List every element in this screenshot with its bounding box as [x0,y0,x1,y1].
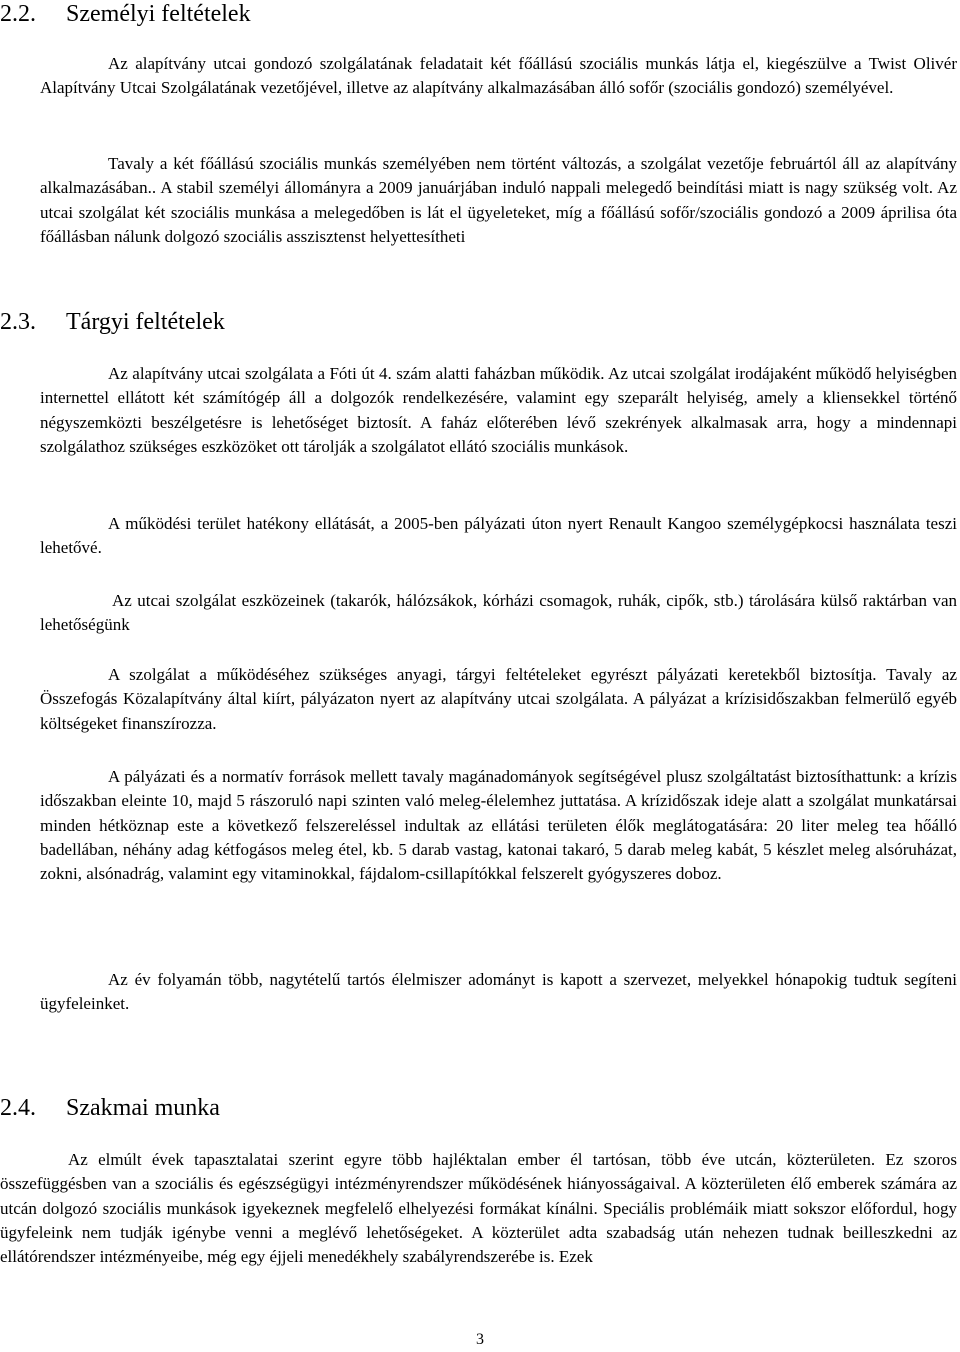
section-heading-2-2 [0,0,251,28]
paragraph: Az elmúlt évek tapasztalatai szerint egyre több hajléktalan ember él tartósan, több éve utcán, közterületen. Ez szoros összefüggésben van a szociális és egészségügyi intézményrendszer működésének hiányosságaival. A közterületen élő emberek számára az utcán dolgozó szociális munkások igyekeznek megfelelő elhelyezési formákat kínálni. Speciális problémáik miatt sokszor előfordul, hogy ügyfeleink nem tudják igénybe venni a meglévő lehetőségeket. A közterület adta szabadság után nehezen tudnak beilleszkedni az ellátórendszer intézményeibe, még egy éjjeli menedékhely szabályrendszerébe is. Ezek [0,1150,957,1267]
paragraph: Az alapítvány utcai gondozó szolgálatának feladatait két főállású szociális munkás látja el, kiegészülve a Twist Olivér Alapítvány Utcai Szolgálatának vezetőjével, illetve az alapítvány alkalmazásában álló sofőr (szociális gondozó) személyével. [40,54,957,98]
paragraph: A szolgálat a működéséhez szükséges anyagi, tárgyi feltételeket egyrészt pályázati keretekből biztosítja. Tavaly az Összefogás Közalapítvány által kiírt, pályázaton nyert az alapítvány utcai szolgálata. A pályázat a krízisidőszakban felmerülő egyéb költségeket finanszírozza. [40,665,957,733]
section-title: Tárgyi feltételek [66,309,225,335]
paragraph: Az utcai szolgálat eszközeinek (takarók, hálózsákok, kórházi csomagok, ruhák, cipők, stb.) tárolására külső raktárban van lehetőségünk [40,591,957,635]
page-number: 3 [476,1331,484,1348]
section-heading-2-3 [0,308,225,336]
paragraph: A működési terület hatékony ellátását, a 2005-ben pályázati úton nyert Renault Kangoo személygépkocsi használata teszi lehetővé. [40,514,957,558]
paragraph: A pályázati és a normatív források mellett tavaly magánadományok segítségével plusz szolgáltatást biztosíthattunk: a krízis időszakban eleinte 10, majd 5 rászoruló napi szinten való meleg-élelemhez juttatása. A krízidőszak ideje alatt a szolgálat munkatársai minden hétköznap este a következő felszereléssel indultak az ellátási területen élők meglátogatására: 20 liter meleg tea hőálló badellában, néhány adag kétfogásos meleg étel, kb. 5 darab vastag, katonai takaró, 5 darab meleg kabát, 5 készlet meleg alsóruházat, zokni, alsónadrág, valamint egy vitaminokkal, fájdalom-csillapítókkal felszerelt gyógyszeres doboz. [40,767,957,884]
section-number: 2.2. [0,1,36,27]
section-title: Személyi feltételek [66,1,251,27]
section-heading-2-4 [0,1094,220,1122]
section-number: 2.3. [0,309,36,335]
section-title: Szakmai munka [66,1095,220,1121]
section-number: 2.4. [0,1095,36,1121]
paragraph: Az év folyamán több, nagytételű tartós élelmiszer adományt is kapott a szervezet, melyekkel hónapokig tudtuk segíteni ügyfeleinket. [40,970,957,1014]
paragraph: Tavaly a két főállású szociális munkás személyében nem történt változás, a szolgálat vezetője februártól áll az alapítvány alkalmazásában.. A stabil személyi állományra a 2009 januárjában induló nappali melegedő beindítási miatt is nagy szükség volt. Az utcai szolgálat két szociális munkása a melegedőben is lát el ügyeleteket, míg a főállású sofőr/szociális gondozó a 2009 áprilisa óta főállásban nálunk dolgozó szociális asszisztenst helyettesítheti [40,154,957,246]
paragraph: Az alapítvány utcai szolgálata a Fóti út 4. szám alatti faházban működik. Az utcai szolgálat irodájaként működő helyiségben internettel ellátott két számítógép áll a dolgozók rendelkezésére, valamint egy szeparált helyiség, amely a kliensekkel történő négyszemközti beszélgetésre is lehetőséget biztosít. A faház előterében lévő szekrények alkalmasak arra, hogy a mindennapi szolgálathoz szükséges eszközöket ott tárolják a szolgálatot ellátó szociális munkások. [40,364,957,456]
